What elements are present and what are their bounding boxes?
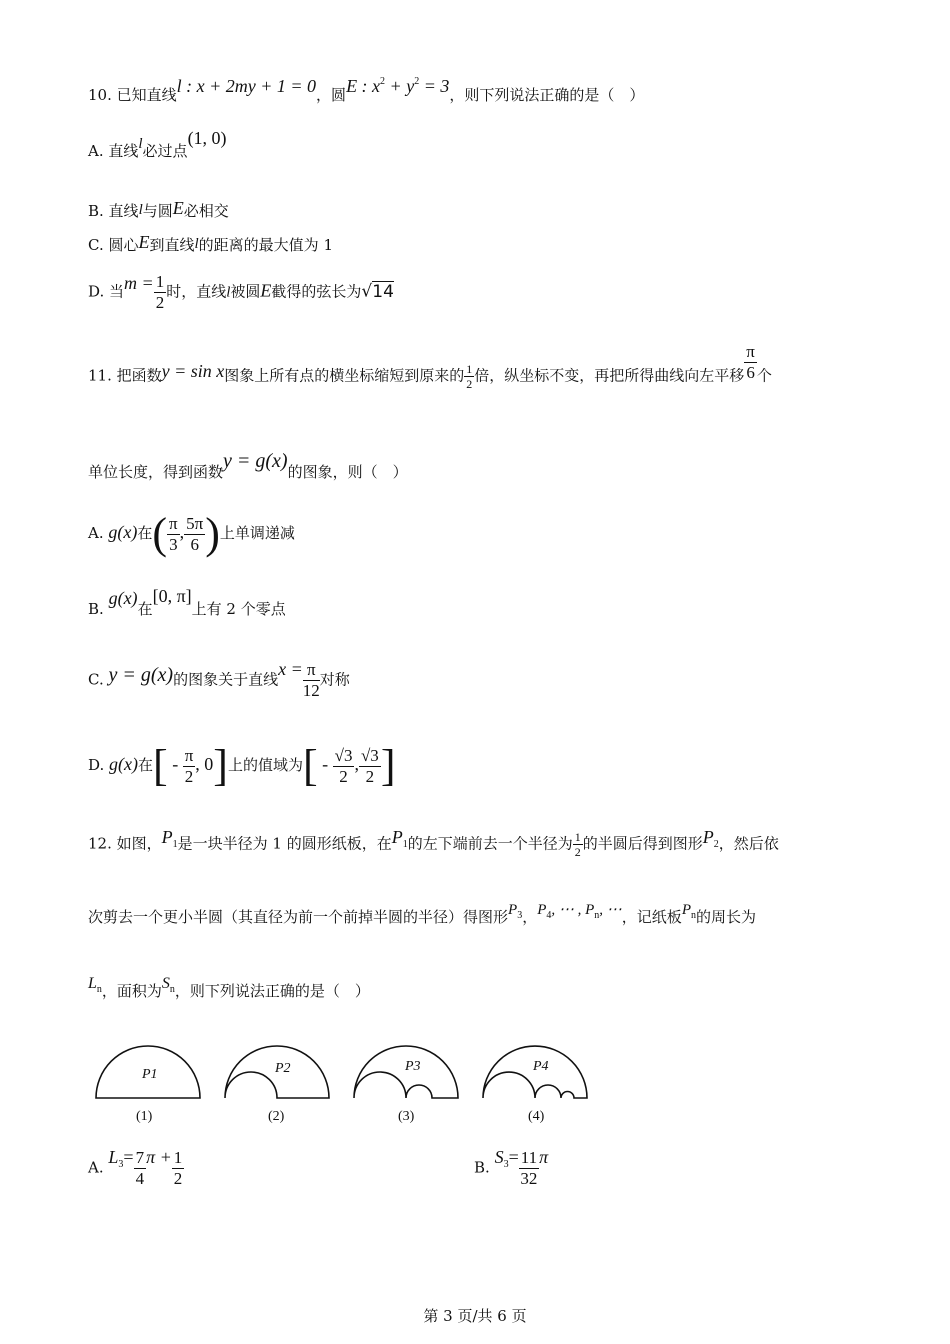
figure-caption-3: (3): [398, 1109, 415, 1124]
figure-caption-4: (4): [528, 1109, 545, 1124]
q12-option-a: A. $L_3=$ $\frac{7}{4}$ π + $\frac{1}{2}$: [88, 1146, 183, 1188]
figure-caption-2: (2): [268, 1109, 285, 1124]
q11-option-b: B. g(x)在[0, π]上有 2 个零点: [88, 586, 286, 618]
q11-option-c: C. y = g(x)的图象关于直线x = $\frac{\pi}{12}$ 对称: [88, 658, 350, 700]
q11-option-d: D. g(x)在[ - $\frac{\pi}{2}$ , 0]上的值域为[ - $\frac{√3}{2}$ , $\frac{√3}{2}$ ]: [88, 741, 396, 790]
q11-gx: y = g(x): [223, 450, 288, 472]
figure-caption-1: (1): [136, 1109, 153, 1124]
q12-stem: 12. 如图，$P_1$是一块半径为 1 的圆形纸板，在$P_1$的左下端前去一个半径为 $\frac{1}{2}$ 的半圆后得到图形$P_2$，然后依: [88, 826, 779, 859]
page-footer: 第 3 页/共 6 页: [423, 1307, 527, 1325]
figure-label-p2: P2: [275, 1061, 291, 1076]
q12-stem-line3: $L_n$，面积为$S_n$，则下列说法正确的是（ ）: [88, 975, 370, 1000]
q10-option-d: D. 当m = $\frac{1}{2}$ 时，直线l被圆E截得的弦长为√14: [88, 272, 394, 312]
q11-function: y = sin x: [161, 360, 225, 381]
q10-option-b: B. 直线l与圆E必相交: [88, 198, 229, 220]
q10-circle-equation: E : $x^2 + y^2 = 3$: [346, 76, 450, 96]
figure-label-p4: P4: [533, 1059, 549, 1074]
q12-stem-line2: 次剪去一个更小半圆（其直径为前一个前掉半圆的半径）得图形$P_3$，$P_4$, ⋯ , $P_n$, ⋯，记纸板$P_n$的周长为: [88, 902, 756, 926]
q11-option-a: A. g(x)在( $\frac{\pi}{3}$ , $\frac{5\pi}{6}$ )上单调递减: [88, 509, 295, 558]
q10-stem: [88, 76, 645, 105]
q10-mid: ，圆: [316, 86, 347, 104]
q12-figure: [80, 1030, 600, 1130]
q10-option-a: A. 直线l必过点(1, 0): [88, 128, 227, 160]
q10-suffix: ，则下列说法正确的是（ ）: [449, 86, 645, 104]
q11-stem-line2: 单位长度，得到函数y = g(x)的图象，则（ ）: [88, 450, 408, 481]
q10-prefix: 10. 已知直线: [88, 86, 177, 104]
figure-label-p3: P3: [405, 1059, 421, 1074]
q11-stem: 11. 把函数y = sin x图象上所有点的横坐标缩短到原来的 $\frac{1}{2}$ 倍，纵坐标不变，再把所得曲线向左平移 $\frac{\pi}{6}$ 个: [88, 342, 772, 391]
figure-label-p1: P1: [142, 1067, 158, 1082]
q10-option-c: C. 圆心E到直线l的距离的最大值为 1: [88, 232, 333, 254]
q10-line-equation: l : x + 2my + 1 = 0: [176, 76, 317, 96]
q12-option-b: B. $S_3=$ $\frac{11}{32}$ π: [474, 1146, 549, 1188]
